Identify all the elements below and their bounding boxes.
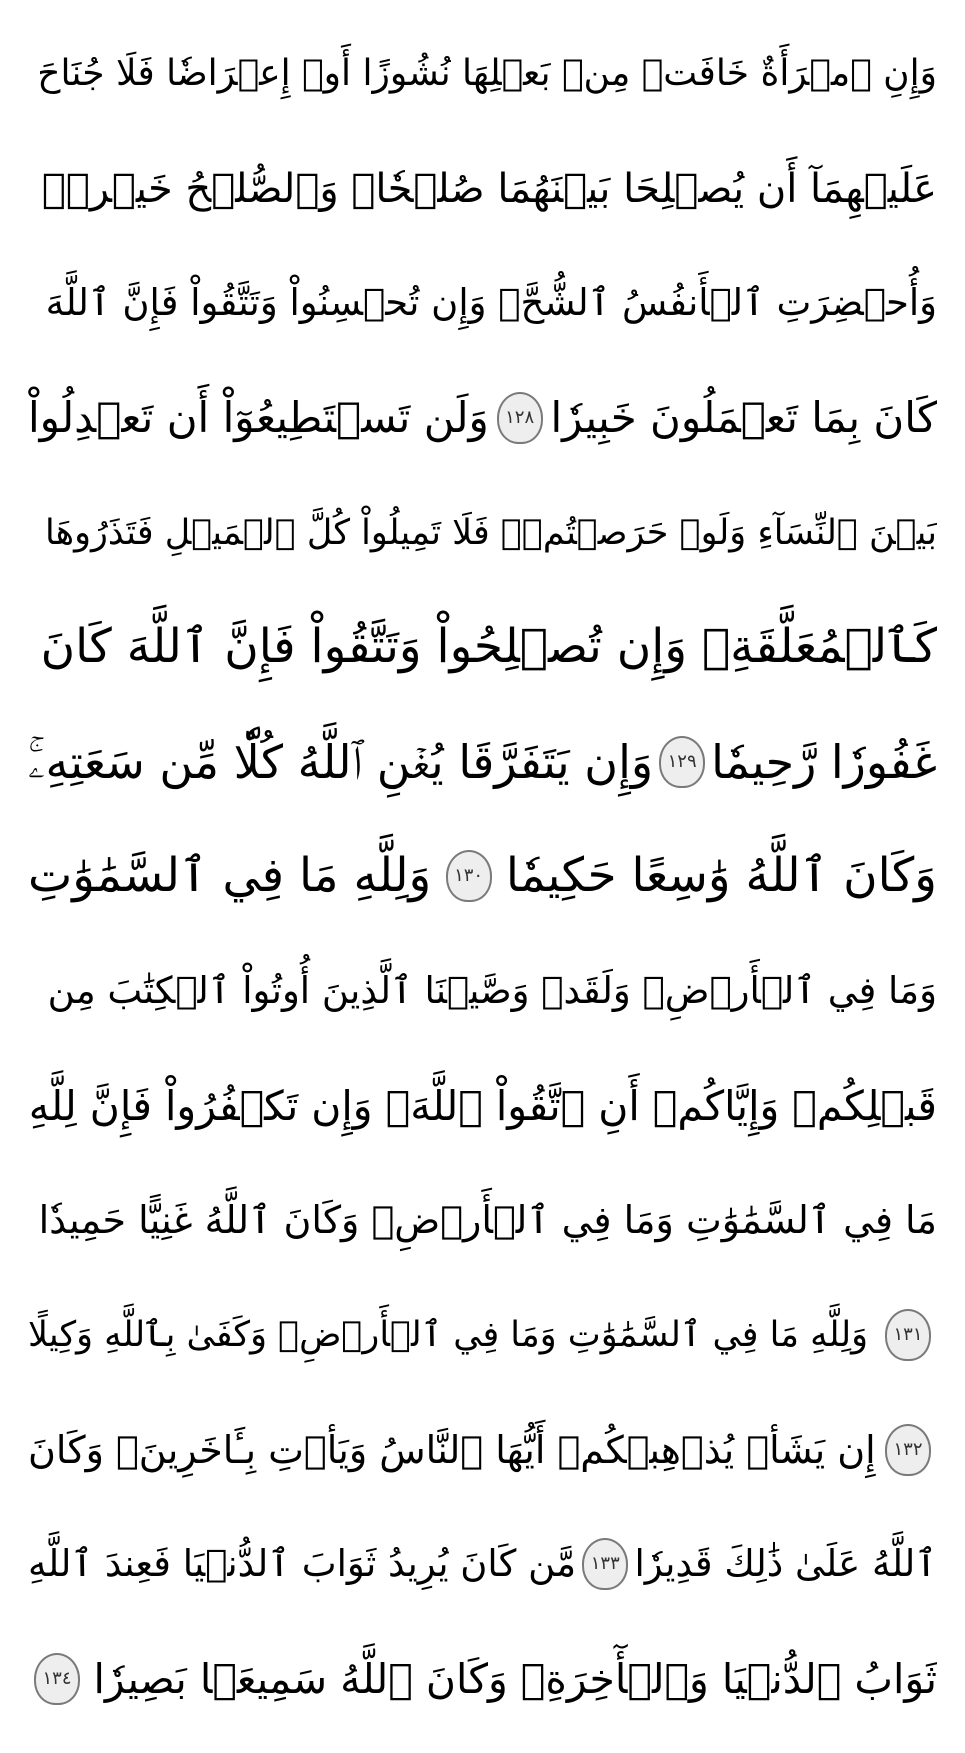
line-text-after: وَلَن تَسۡتَطِيعُوٓاْ أَن تَعۡدِلُواْ: [28, 392, 489, 442]
line-text: عَلَيۡهِمَآ أَن يُصۡلِحَا بَيۡنَهُمَا صُلۡحٗاۚ وَٱلصُّلۡحُ خَيۡرٞۗ: [41, 165, 937, 212]
line-text: كَانَ بِمَا تَعۡمَلُونَ خَبِيرٗا: [550, 392, 937, 442]
line-text: قَبۡلِكُمۡ وَإِيَّاكُمۡ أَنِ ٱتَّقُواْ ٱللَّهَۚ وَإِن تَكۡفُرُواْ فَإِنَّ لِلَّهِ: [28, 1081, 937, 1130]
ayah-number: ١٢٩: [667, 750, 697, 772]
text-line: [28, 362, 937, 474]
ayah-number-marker: [497, 392, 543, 444]
ayah-number-marker: [885, 1424, 931, 1476]
text-line: [28, 1050, 937, 1162]
line-text-after: وَإِن يَتَفَرَّقَا يُغۡنِ ٱللَّهُ كُلّٗا مِّن سَعَتِهِۦۚ: [28, 734, 654, 789]
ayah-number-marker: [34, 1653, 80, 1705]
ayah-number-marker: [885, 1309, 931, 1361]
line-text: مَا فِي ٱلسَّمَٰوَٰتِ وَمَا فِي ٱلۡأَرۡضِۚ وَكَانَ ٱللَّهُ غَنِيًّا حَمِيدٗا: [38, 1198, 937, 1243]
text-line: [28, 133, 937, 245]
text-line: [28, 247, 937, 359]
ayah-number-marker: [582, 1538, 628, 1590]
text-line: [28, 706, 937, 818]
text-line: [28, 591, 937, 703]
ayah-number-marker: [446, 850, 492, 902]
text-line: [28, 1164, 937, 1276]
text-block: [28, 18, 937, 1735]
text-line: [28, 1623, 937, 1735]
line-text: إِن يَشَأۡ يُذۡهِبۡكُمۡ أَيُّهَا ٱلنَّاسُ وَيَأۡتِ بِـَٔاخَرِينَۚ وَكَانَ: [28, 1427, 876, 1472]
text-line: [28, 1279, 937, 1391]
line-text: وَإِنِ ٱمۡرَأَةٌ خَافَتۡ مِنۢ بَعۡلِهَا نُشُوزًا أَوۡ إِعۡرَاضٗا فَلَا جُنَاحَ: [37, 53, 937, 94]
line-text: كَٱلۡمُعَلَّقَةِۚ وَإِن تُصۡلِحُواْ وَتَتَّقُواْ فَإِنَّ ٱللَّهَ كَانَ: [40, 619, 937, 675]
text-line: [28, 1394, 937, 1506]
text-line: [28, 477, 937, 589]
text-line: [28, 935, 937, 1047]
line-text-after: مَّن كَانَ يُرِيدُ ثَوَابَ ٱلدُّنۡيَا فَعِندَ ٱللَّهِ: [28, 1542, 577, 1586]
line-text: بَيۡنَ ٱلنِّسَآءِ وَلَوۡ حَرَصۡتُمۡۖ فَلَا تَمِيلُواْ كُلَّ ٱلۡمَيۡلِ فَتَذَرُوهَا: [45, 512, 937, 553]
line-text: ثَوَابُ ٱلدُّنۡيَا وَٱلۡأٓخِرَةِۚ وَكَانَ ٱللَّهُ سَمِيعَۢا بَصِيرٗا: [93, 1654, 937, 1703]
line-text: وَمَا فِي ٱلۡأَرۡضِۗ وَلَقَدۡ وَصَّيۡنَا ٱلَّذِينَ أُوتُواْ ٱلۡكِتَٰبَ مِن: [47, 969, 937, 1013]
line-text: ٱللَّهُ عَلَىٰ ذَٰلِكَ قَدِيرٗا: [634, 1542, 937, 1586]
text-line: [28, 1508, 937, 1620]
ayah-number: ١٣٠: [454, 865, 484, 887]
text-line: [28, 18, 937, 130]
line-text: وَكَانَ ٱللَّهُ وَٰسِعًا حَكِيمٗا: [505, 848, 937, 904]
ayah-number: ١٣٤: [42, 1667, 72, 1689]
ayah-number-marker: [659, 736, 705, 788]
line-text: غَفُورٗا رَّحِيمٗا: [711, 734, 937, 789]
line-text-after: وَلِلَّهِ مَا فِي ٱلسَّمَٰوَٰتِ: [28, 848, 432, 904]
ayah-number: ١٣٢: [893, 1438, 923, 1460]
line-text: وَأُحۡضِرَتِ ٱلۡأَنفُسُ ٱلشُّحَّۚ وَإِن تُحۡسِنُواْ وَتَتَّقُواْ فَإِنَّ ٱللَّهَ: [45, 281, 937, 325]
line-text: وَلِلَّهِ مَا فِي ٱلسَّمَٰوَٰتِ وَمَا فِي ٱلۡأَرۡضِۚ وَكَفَىٰ بِٱللَّهِ وَكِيلًا: [28, 1315, 869, 1356]
ayah-number: ١٣٣: [590, 1553, 620, 1575]
ayah-number: ١٢٨: [505, 406, 535, 428]
ayah-number: ١٣١: [893, 1324, 923, 1346]
text-line: [28, 820, 937, 932]
